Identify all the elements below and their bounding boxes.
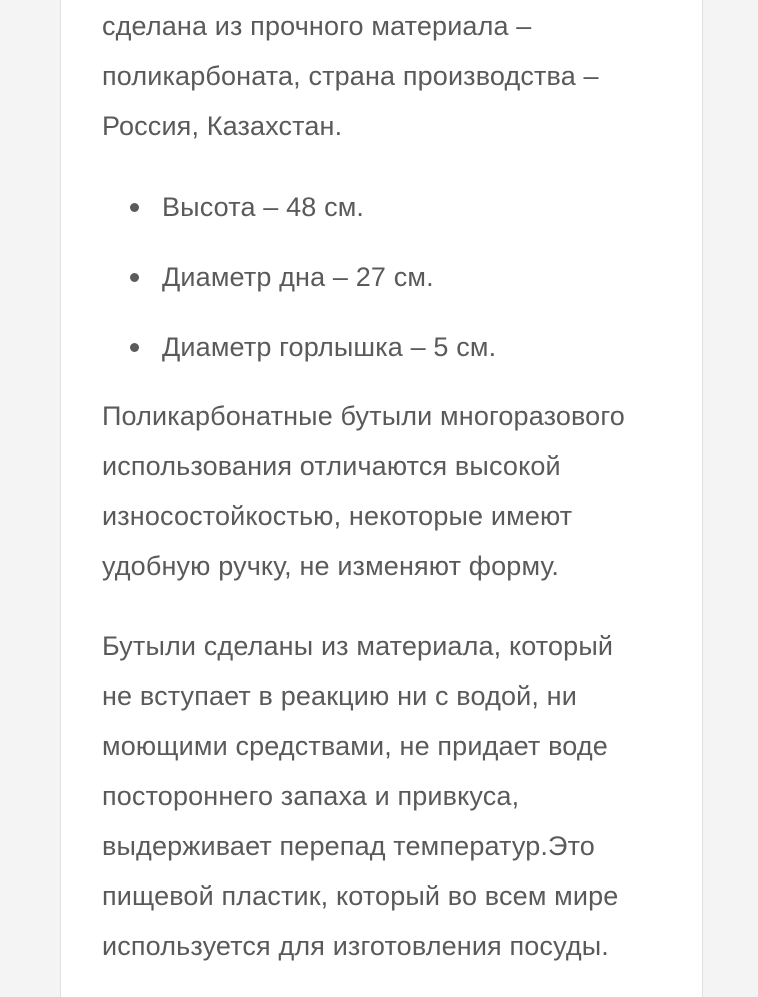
paragraph-line: моющими средствами, не придает воде: [102, 731, 608, 761]
list-item-label: Высота – 48 см.: [162, 192, 365, 222]
paragraph-line: постороннего запаха и привкуса,: [102, 781, 520, 811]
paragraph-line: удобную ручку, не изменяют форму.: [102, 551, 560, 581]
list-item-height: [102, 182, 682, 232]
list-item-bottom-diameter: [102, 252, 682, 302]
paragraph-line: не вступает в реакцию ни с водой, ни: [102, 681, 577, 711]
paragraph-line: износостойкостью, некоторые имеют: [102, 501, 573, 531]
paragraph-line: Поликарбонатные бутыли многоразового: [102, 401, 625, 431]
paragraph-line: сделана из прочного материала –: [102, 11, 532, 41]
paragraph-line: используется для изготовления посуды.: [102, 931, 609, 961]
article-paragraph-material: [102, 1, 682, 151]
paragraph-line: использования отличаются высокой: [102, 451, 561, 481]
list-item-label: Диаметр дна – 27 см.: [162, 262, 434, 292]
bullet-icon: [130, 343, 139, 352]
paragraph-line: Бутыли сделаны из материала, который: [102, 631, 614, 661]
paragraph-line: выдерживает перепад температур.Это: [102, 831, 595, 861]
article-paragraph-polycarbonate: [102, 391, 682, 591]
dimensions-list: [102, 182, 682, 392]
article-paragraph-safety: [102, 621, 682, 971]
bullet-icon: [130, 273, 139, 282]
list-item-label: Диаметр горлышка – 5 см.: [162, 332, 497, 362]
article-card: [60, 0, 703, 997]
paragraph-line: пищевой пластик, который во всем мире: [102, 881, 619, 911]
bullet-icon: [130, 203, 139, 212]
paragraph-line: Россия, Казахстан.: [102, 111, 343, 141]
list-item-neck-diameter: [102, 322, 682, 372]
paragraph-line: поликарбоната, страна производства –: [102, 61, 599, 91]
